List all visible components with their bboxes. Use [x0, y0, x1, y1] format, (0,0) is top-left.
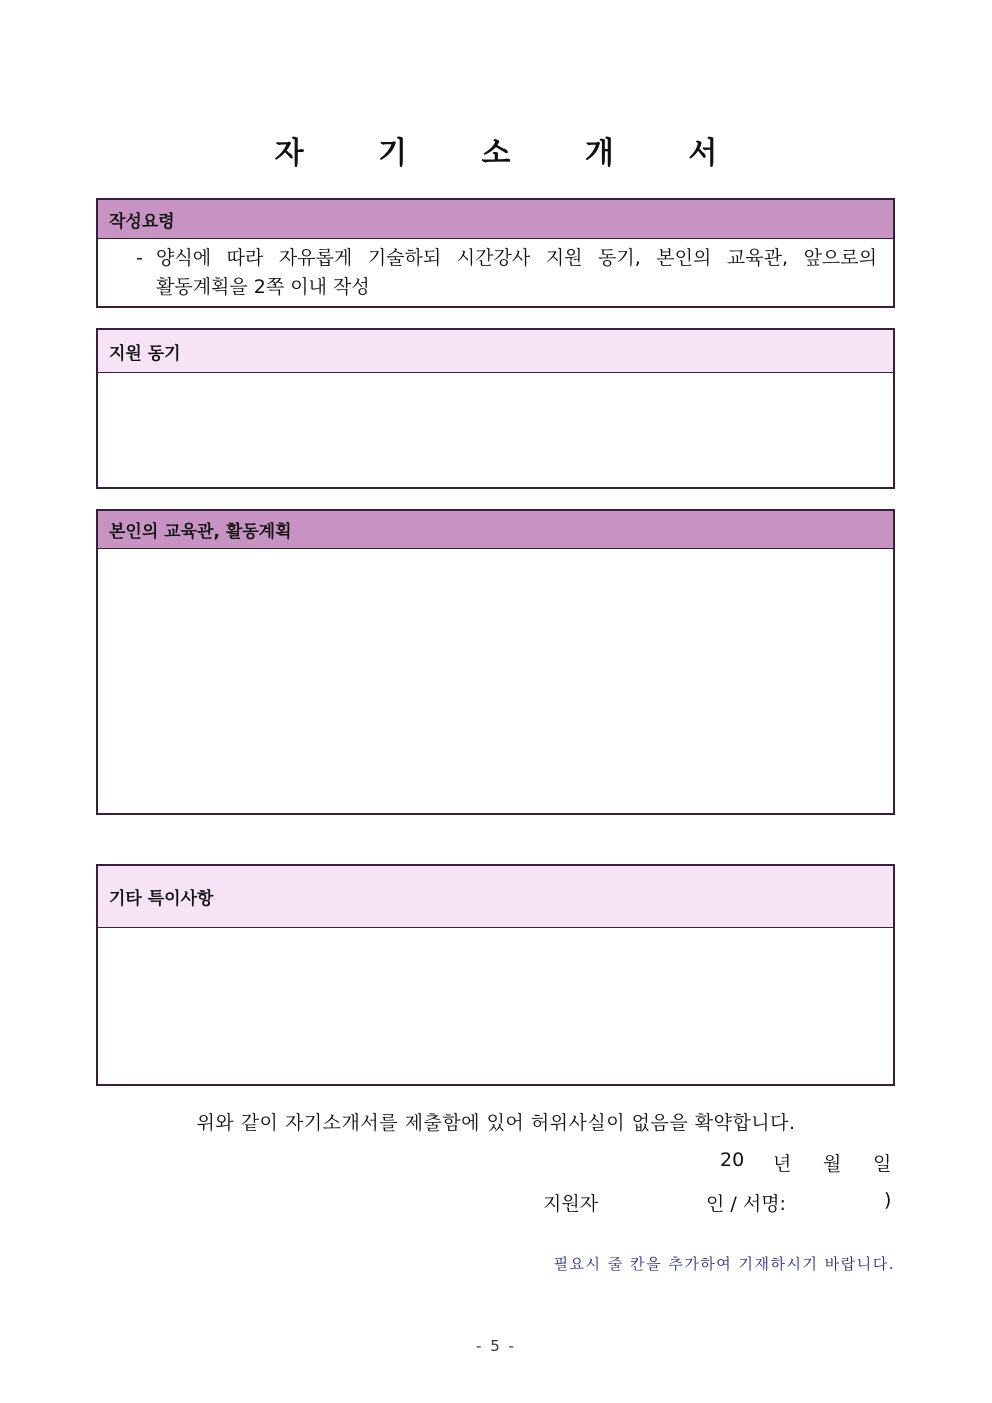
date-year-prefix: 20: [720, 1149, 745, 1171]
writing-guide-box: [96, 198, 895, 308]
date-month-label: 월: [823, 1153, 842, 1175]
signature-close-paren: ): [884, 1189, 892, 1211]
bullet-dash: -: [136, 247, 143, 269]
etc-header: 기타 특이사항: [98, 866, 893, 928]
applicant-label: 지원자: [543, 1193, 599, 1215]
philosophy-header: 본인의 교육관, 활동계획: [98, 511, 893, 549]
footnote: 필요시 줄 칸을 추가하여 기재하시기 바랍니다.: [553, 1255, 895, 1273]
motivation-content-area[interactable]: [98, 373, 893, 487]
date-year-label: 년: [773, 1153, 792, 1175]
page-number: - 5 -: [476, 1337, 516, 1355]
motivation-section: [96, 328, 895, 489]
etc-content-area[interactable]: [98, 928, 893, 1084]
guide-line-1: 양식에 따라 자유롭게 기술하되 시간강사 지원 동기, 본인의 교육관, 앞으로의: [156, 247, 877, 269]
motivation-header: 지원 동기: [98, 330, 893, 373]
philosophy-section: [96, 509, 895, 815]
document-title: 자 기 소 개 서: [274, 136, 750, 171]
pledge-statement: 위와 같이 자기소개서를 제출함에 있어 허위사실이 없음을 확약합니다.: [196, 1112, 796, 1134]
writing-guide-body: [98, 239, 893, 302]
writing-guide-header: 작성요령: [98, 200, 893, 239]
guide-line-2: 활동계획을 2쪽 이내 작성: [156, 276, 370, 298]
philosophy-content-area[interactable]: [98, 549, 893, 813]
seal-signature-label: 인 / 서명:: [706, 1193, 786, 1215]
date-day-label: 일: [873, 1153, 892, 1175]
etc-section: [96, 864, 895, 1086]
